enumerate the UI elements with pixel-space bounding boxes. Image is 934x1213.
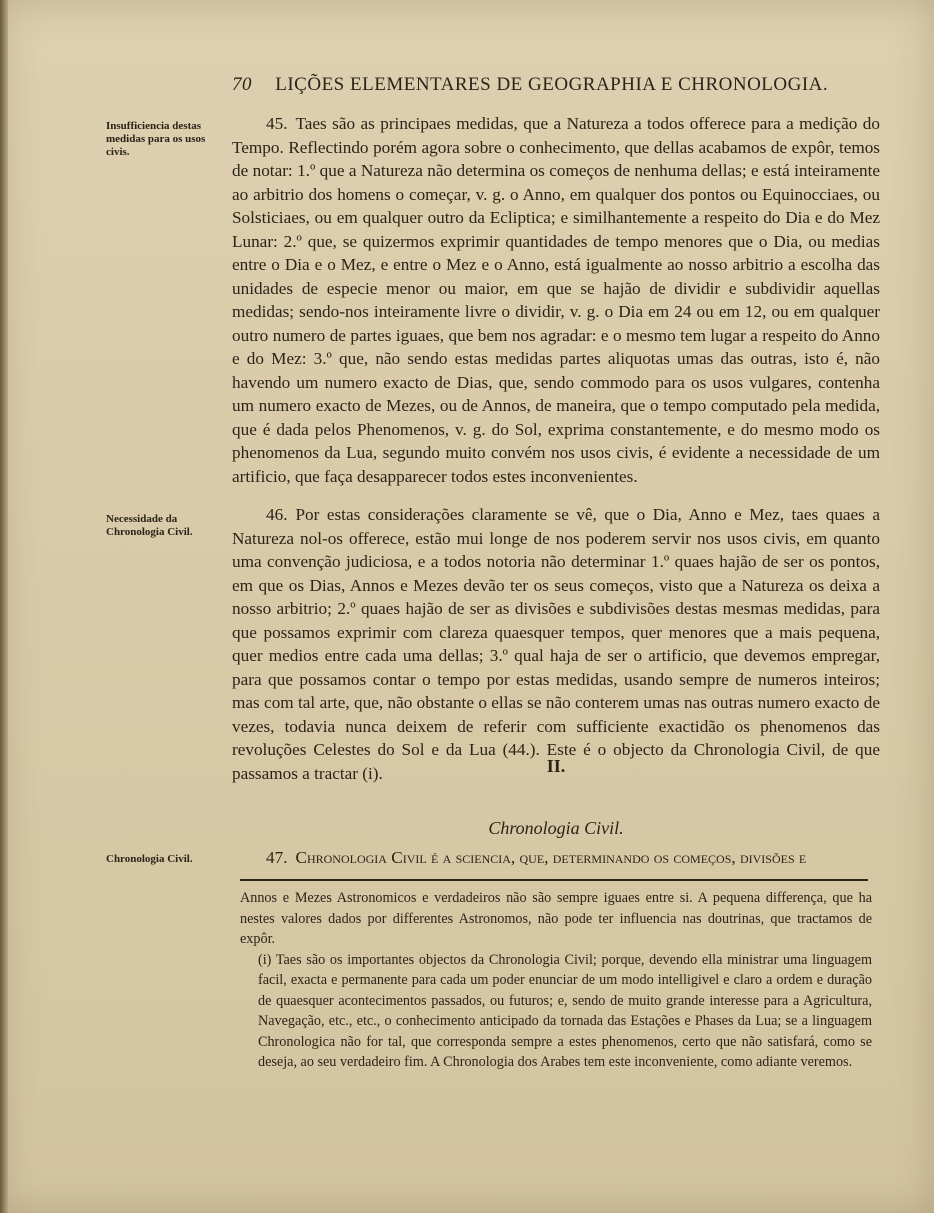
footnote-i: (i) Taes são os importantes objectos da Chronologia Civil; porque, devendo ella ministrar uma linguagem facil, exacta e permanente para cada um poder enunciar de um modo intelligivel e claro a ordem e duração de quaesquer acontecimentos passados, ou futuros; e, sendo de muito grande interesse para a Agricultura, Navegação, etc., etc., o conhecimento anticipado da tornada das Estações e Phases da Lua; se a linguagem Chronologica não for tal, que corresponda sempre a estes phenomenos, certo que não satisfará, como se deseja, ao seu verdadeiro fim. A Chronologia dos Arabes tem este inconveniente, como adiante veremos. — [258, 951, 872, 1070]
paragraph-number: 47. — [266, 848, 288, 867]
running-title: LIÇÕES ELEMENTARES DE GEOGRAPHIA E CHRONOLOGIA. — [275, 74, 829, 95]
paragraph-text: Por estas considerações claramente se vê, que o Dia, Anno e Mez, taes quaes a Natureza nol-os offerece, estão mui longe de nos poderem servir nos usos civis, em quanto uma convenção judiciosa, e a todos notoria não determinar 1.º quaes hajão de ser os pontos, em que os Dias, Annos e Mezes devão ter os seus começos, visto que a Natureza os deixa a nosso arbitrio; 2.º quaes hajão de ser as divisões e subdivisões destas mesmas medidas, para que possamos exprimir com clareza quaesquer tempos, quer menores que a mais pequena, quer medios entre cada uma dellas; 3.º qual haja de ser o artificio, que devemos empregar, para que possamos contar o tempo por estas medidas, usando sempre de numeros inteiros; mas com tal arte, que, não obstante o ellas se não conterem umas nas outras numero exacto de vezes, todavia nunca deixem de referir com sufficiente exactidão os phenomenos das revoluções Celestes do Sol e da Lua (44.). Este é o objecto da Chronologia Civil, de que passamos a tractar (i). — [232, 505, 880, 783]
footnotes — [240, 888, 872, 1073]
page-header — [232, 74, 832, 104]
section-number: II. — [546, 756, 566, 776]
paragraph-text: Chronologia Civil é a sciencia, que, determinando os começos, divisões e — [295, 848, 807, 867]
paragraph-47 — [232, 846, 880, 870]
paragraph-text: Taes são as principaes medidas, que a Natureza a todos offerece para a medição do Tempo. Reflectindo porém agora sobre o conhecimento, que dellas acabamos de expôr, temos de notar: 1.º que a Natureza não determina os começos de nenhuma dellas; e está inteiramente ao arbitrio dos homens o começar, v. g. o Anno, em qualquer dos pontos ou Equinocciaes, ou Solsticiaes, ou em qualquer outro da Ecliptica; e similhantemente a respeito do Dia e do Mez Lunar: 2.º que, se quizermos exprimir quantidades de tempo menores que o Dia, ou medias entre o Dia e o Mez, e entre o Mez e o Anno, está igualmente ao nosso arbitrio a escolha das unidades de especie menor ou maior, em que se hajão de dividir e subdividir aquellas medidas; sendo-nos inteiramente livre o dividir, v. g. o Dia em 24 ou em 12, ou em qualquer outro numero de partes iguaes, que bem nos agradar: e o mesmo tem lugar a respeito do Anno e do Mez: 3.º que, não sendo estas medidas partes aliquotas umas das outras, isto é, não havendo um numero exacto de Dias, que, sendo commodo para os usos vulgares, contenha um numero exacto de Mezes, ou de Annos, de maneira, que o tempo computado pela medida, que é dada pelos Phenomenos, v. g. do Sol, exprima constantemente, e do mesmo modo os phenomenos da Lua, segundo muito convém nos usos civis, é evidente a necessidade de um artificio, que faça desapparecer todos estes inconvenientes. — [232, 114, 880, 486]
paragraph-number: 45. — [266, 114, 288, 133]
paragraph-45 — [232, 112, 880, 488]
margin-note-insufficiencia: Insufficiencia destas medidas para os usos civis. — [106, 120, 206, 158]
paragraph-46 — [232, 503, 880, 785]
margin-note-necessidade: Necessidade da Chronologia Civil. — [106, 513, 193, 538]
section-title: Chronologia Civil. — [488, 818, 624, 838]
paragraph-number: 46. — [266, 505, 288, 524]
margin-note-chronologia: Chronologia Civil. — [106, 853, 193, 865]
footnote-rule — [240, 879, 868, 881]
footnote-continuation: Annos e Mezes Astronomicos e verdadeiros não são sempre iguaes entre si. A pequena differença, que ha nestes valores dados por differentes Astronomos, não pode ter influencia nas doutrinas, que tractamos de expôr. — [240, 890, 872, 947]
page-binding-edge — [0, 0, 8, 1213]
page-number: 70 — [232, 74, 252, 95]
